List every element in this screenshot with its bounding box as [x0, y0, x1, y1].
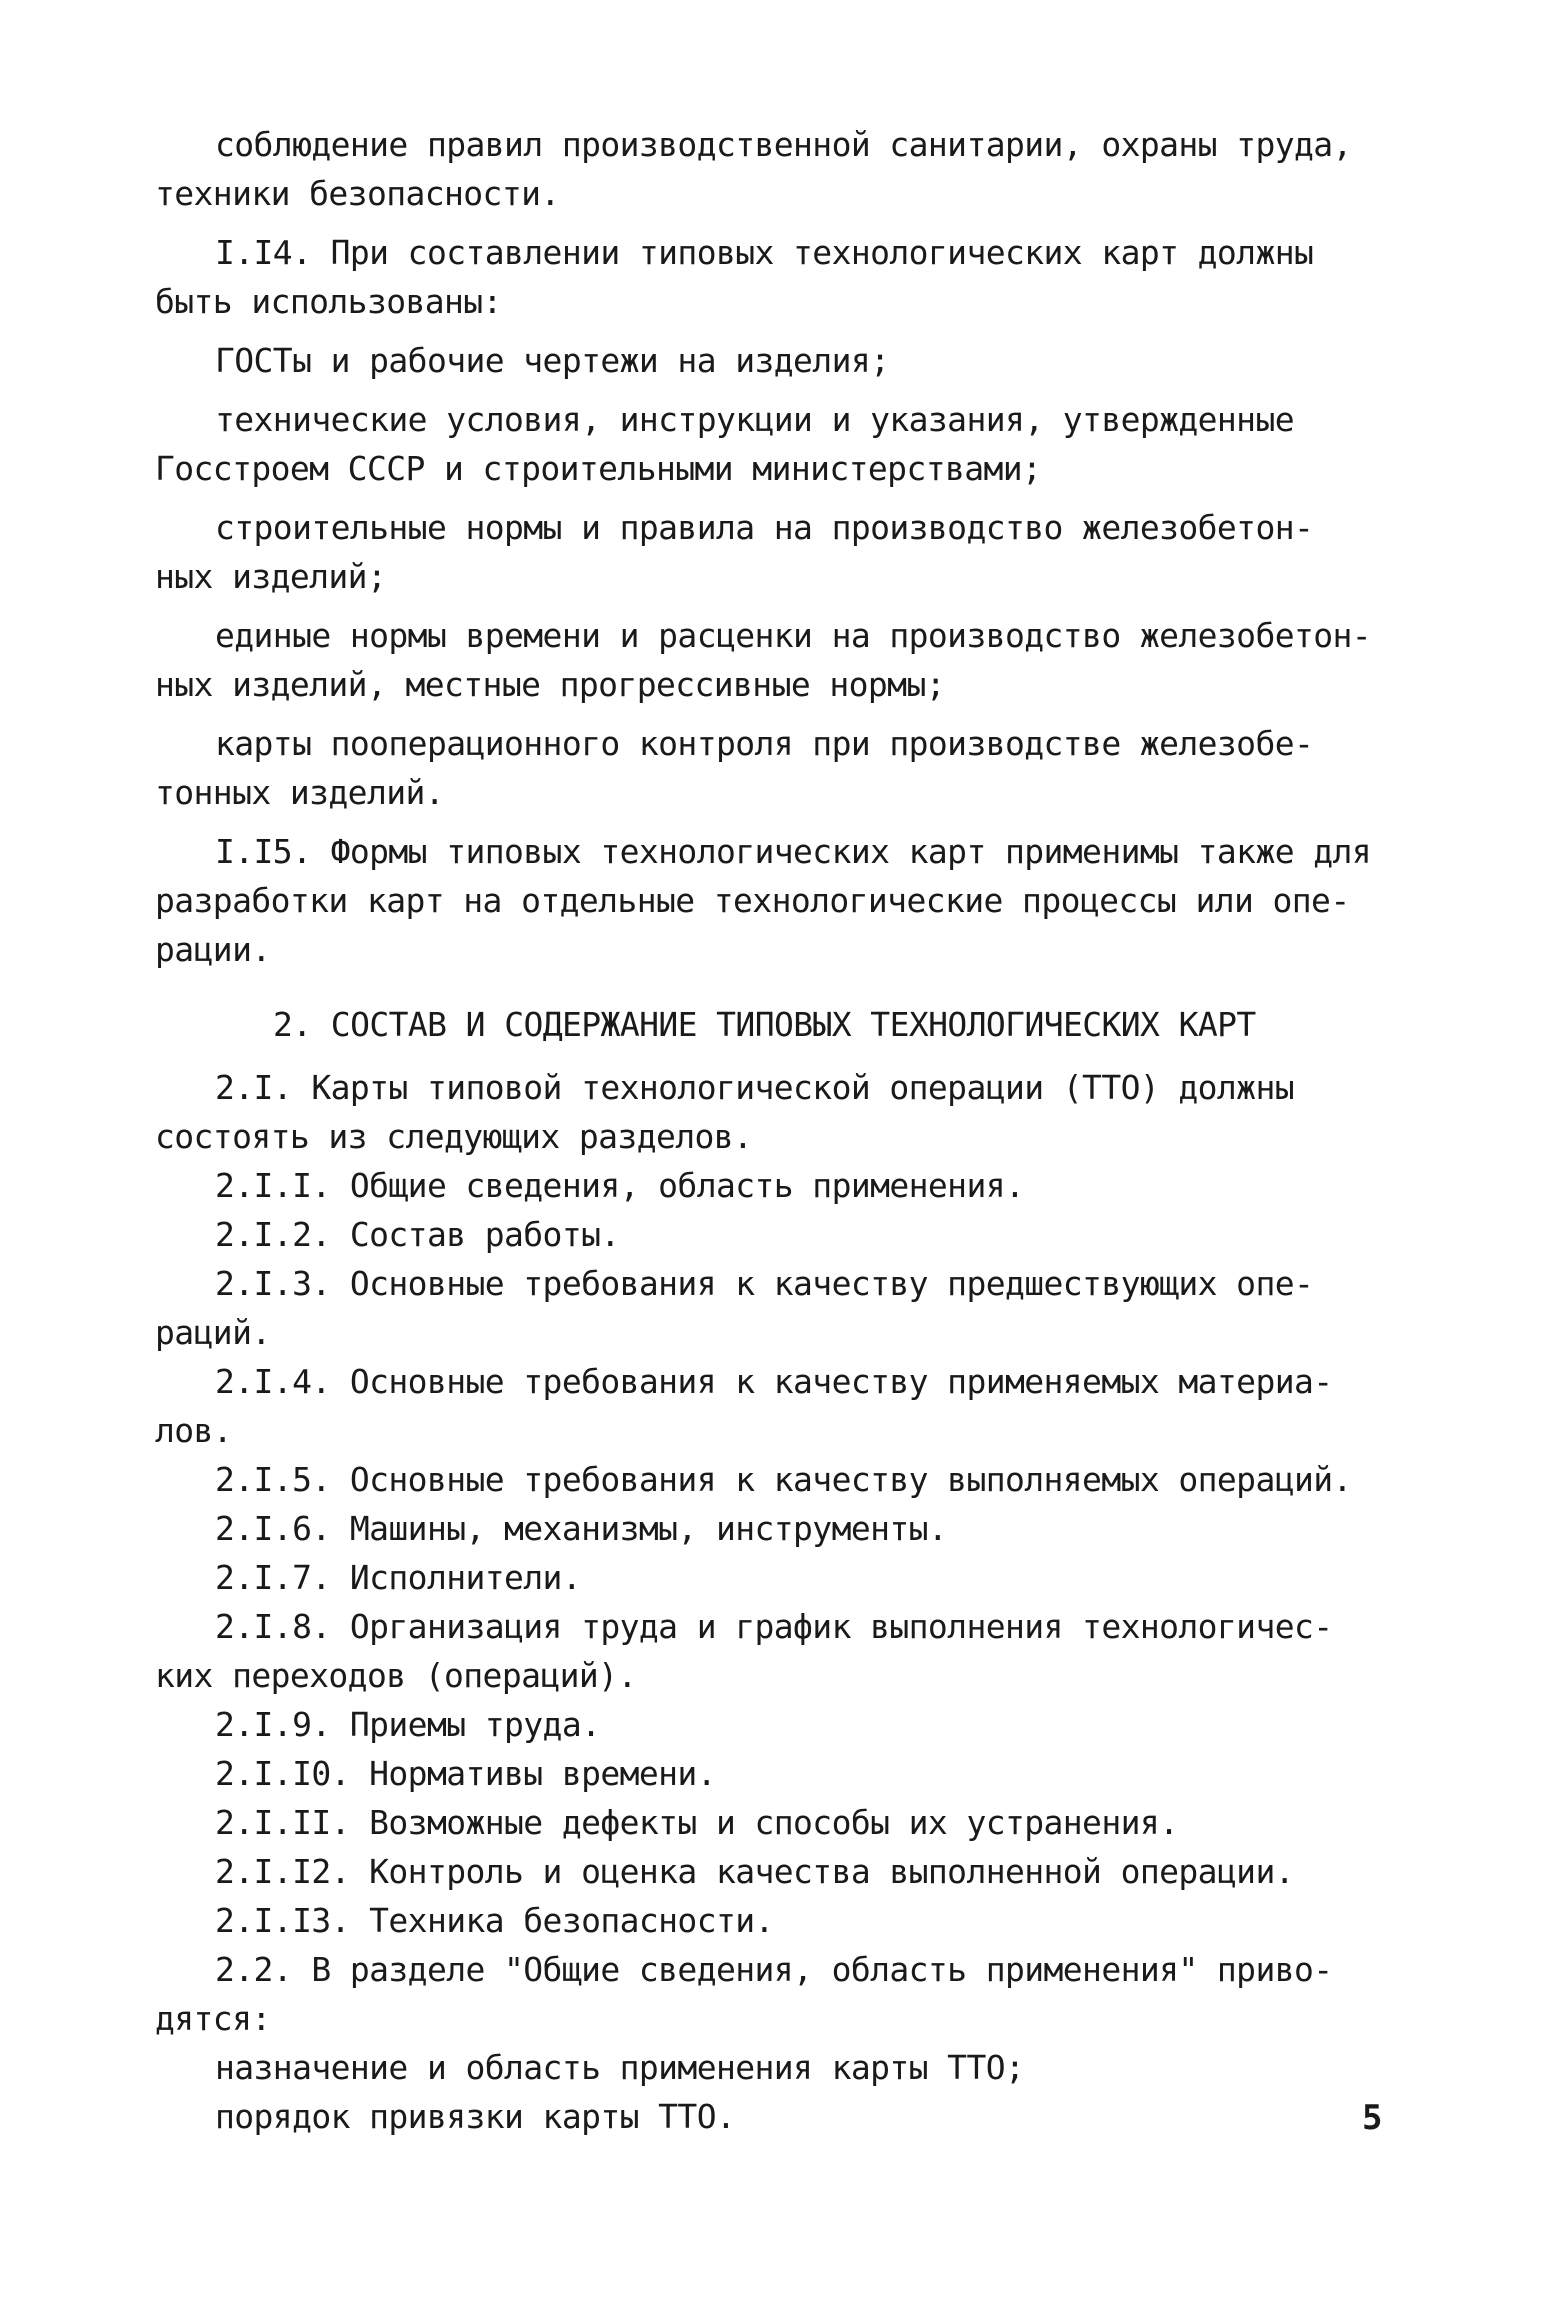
list-item: назначение и область применения карты ТТО;: [215, 2048, 1025, 2087]
list-item: порядок привязки карты ТТО.: [215, 2097, 736, 2136]
section-heading: 2. СОСТАВ И СОДЕРЖАНИЕ ТИПОВЫХ ТЕХНОЛОГИЧЕСКИХ КАРТ: [273, 1005, 1256, 1044]
text-line: состоять из следующих разделов.: [155, 1117, 753, 1156]
list-item: 2.I.9. Приемы труда.: [215, 1705, 601, 1744]
list-item: единые нормы времени и расценки на производство железобетон-: [215, 616, 1372, 655]
paragraph-1-14-start: I.I4. При составлении типовых технологических карт должны: [215, 233, 1314, 272]
document-body: [155, 120, 1415, 2141]
text-line: раций.: [155, 1313, 271, 1352]
text-line: соблюдение правил производственной санитарии, охраны труда,: [215, 125, 1352, 164]
paragraph-2-2-start: 2.2. В разделе "Общие сведения, область применения" приво-: [215, 1950, 1333, 1989]
list-item: 2.I.II. Возможные дефекты и способы их устранения.: [215, 1803, 1179, 1842]
paragraph-1-15-start: I.I5. Формы типовых технологических карт применимы также для: [215, 832, 1372, 871]
list-item: строительные нормы и правила на производство железобетон-: [215, 508, 1314, 547]
list-item: 2.I.6. Машины, механизмы, инструменты.: [215, 1509, 948, 1548]
page-number: 5: [1362, 2098, 1383, 2138]
list-item: технические условия, инструкции и указания, утвержденные: [215, 400, 1294, 439]
list-item: 2.I.I. Общие сведения, область применения.: [215, 1166, 1025, 1205]
list-item: 2.I.I2. Контроль и оценка качества выполненной операции.: [215, 1852, 1294, 1891]
text-line: лов.: [155, 1411, 233, 1450]
list-item: 2.I.2. Состав работы.: [215, 1215, 620, 1254]
list-item: 2.I.I0. Нормативы времени.: [215, 1754, 716, 1793]
list-item: 2.I.I3. Техника безопасности.: [215, 1901, 774, 1940]
text-line: быть использованы:: [155, 282, 502, 321]
text-line: тонных изделий.: [155, 773, 445, 812]
text-line: рации.: [155, 930, 271, 969]
text-line: дятся:: [155, 1999, 271, 2038]
list-item: ГОСТы и рабочие чертежи на изделия;: [215, 341, 890, 380]
paragraph-2-1-start: 2.I. Карты типовой технологической операции (ТТО) должны: [215, 1068, 1294, 1107]
list-item: карты пооперационного контроля при производстве железобе-: [215, 724, 1314, 763]
text-line: техники безопасности.: [155, 174, 560, 213]
text-line: ных изделий, местные прогрессивные нормы;: [155, 665, 945, 704]
text-line: разработки карт на отдельные технологические процессы или опе-: [155, 881, 1350, 920]
text-line: ных изделий;: [155, 557, 387, 596]
list-item: 2.I.8. Организация труда и график выполнения технологичес-: [215, 1607, 1333, 1646]
list-item: 2.I.4. Основные требования к качеству применяемых материа-: [215, 1362, 1333, 1401]
text-line: Госстроем СССР и строительными министерствами;: [155, 449, 1042, 488]
list-item: 2.I.5. Основные требования к качеству выполняемых операций.: [215, 1460, 1352, 1499]
text-line: ких переходов (операций).: [155, 1656, 637, 1695]
list-item: 2.I.7. Исполнители.: [215, 1558, 582, 1597]
list-item: 2.I.3. Основные требования к качеству предшествующих опе-: [215, 1264, 1314, 1303]
